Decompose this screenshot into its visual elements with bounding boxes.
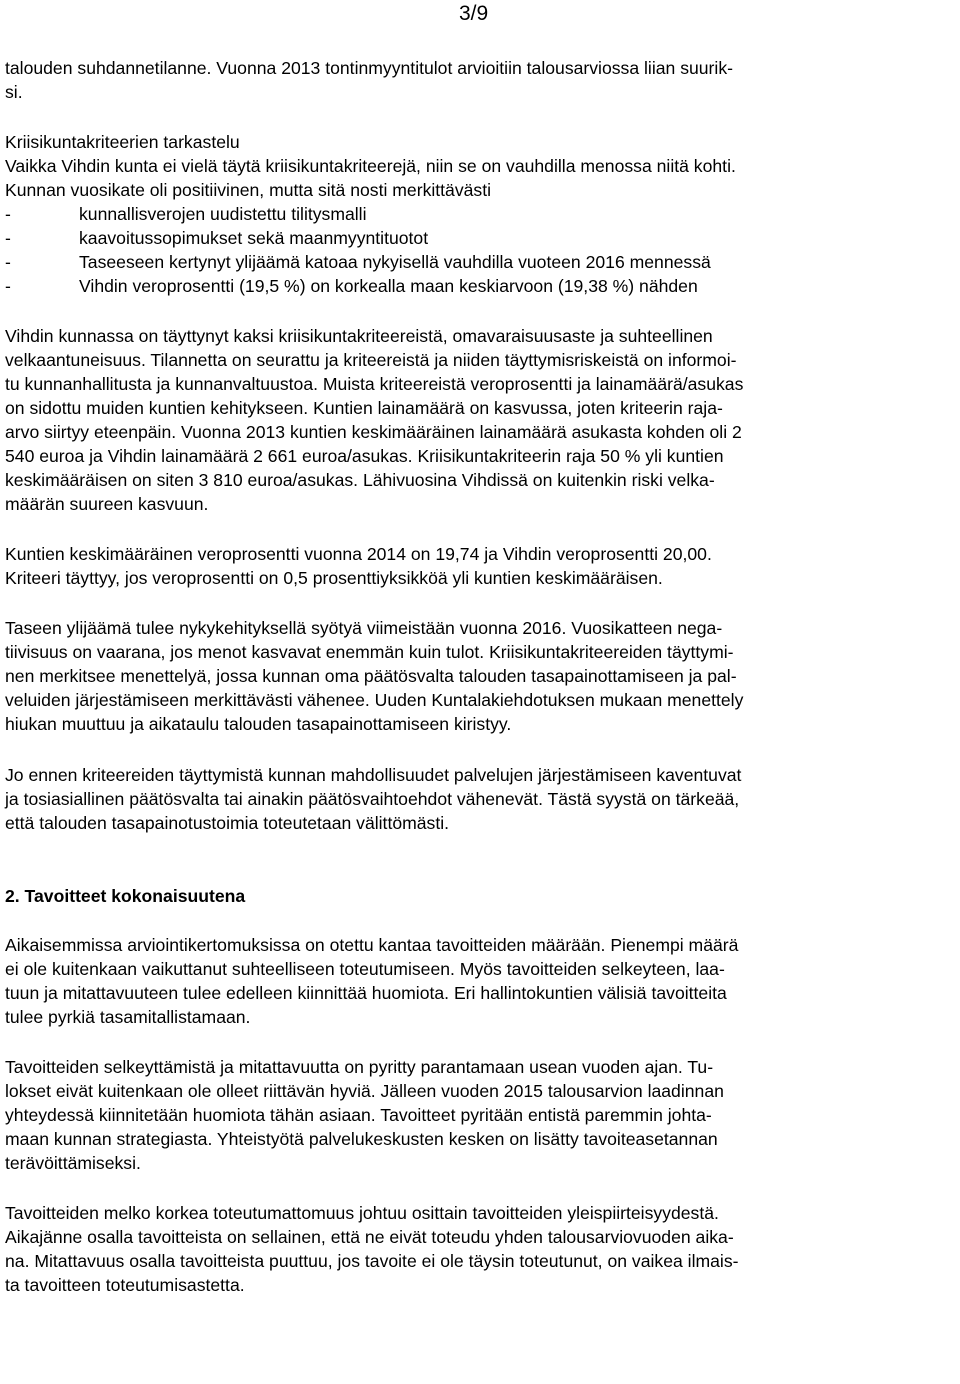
bullet-text: Vihdin veroprosentti (19,5 %) on korkealla maan keskiarvoon (19,38 %) nähden [79,276,698,296]
text-line: nen merkitsee menettelyä, jossa kunnan oma päätösvalta talouden tasapainottamiseen ja pal- [5,666,737,686]
bullet-marker: - [5,204,11,224]
text-line: keskimääräisen on siten 3 810 euroa/asukas. Lähivuosina Vihdissä on kuitenkin riski velka- [5,470,715,490]
bullet-item [5,274,698,298]
section-title: Kriisikuntakriteerien tarkastelu [5,132,240,152]
text-line: Kriteeri täyttyy, jos veroprosentti on 0,5 prosenttiyksikköä yli kuntien keskimääräisen. [5,568,663,588]
bullet-text: kunnallisverojen uudistettu tilitysmalli [79,204,367,224]
text-line: ei ole kuitenkaan vaikuttanut suhteelliseen toteutumiseen. Myös tavoitteiden selkeyteen, laa- [5,959,725,979]
bullet-text: kaavoitussopimukset sekä maanmyyntituotot [79,228,429,248]
text-line: Tavoitteiden selkeyttämistä ja mitattavuutta on pyritty parantamaan usean vuoden ajan. Tu- [5,1057,714,1077]
text-line: Taseen ylijäämä tulee nykykehityksellä syötyä viimeistään vuonna 2016. Vuosikatteen nega- [5,618,723,638]
section-heading: 2. Tavoitteet kokonaisuutena [5,886,246,906]
text-line: tu kunnanhallitusta ja kunnanvaltuustoa. Muista kriteereistä veroprosentti ja lainamäärä/asukas [5,374,744,394]
text-line: lokset eivät kuitenkaan ole olleet riittävän hyviä. Jälleen vuoden 2015 talousarvion laadinnan [5,1081,724,1101]
text-line: tulee pyrkiä tasamitallistamaan. [5,1007,251,1027]
text-line: yhteydessä kiinnitetään huomiota tähän asiaan. Tavoitteet pyritään entistä paremmin johta- [5,1105,712,1125]
text-line: Vihdin kunnassa on täyttynyt kaksi kriisikuntakriteereistä, omavaraisuusaste ja suhteellinen [5,326,713,346]
text-line: 540 euroa ja Vihdin lainamäärä 2 661 euroa/asukas. Kriisikuntakriteerin raja 50 % yli kuntien [5,446,724,466]
text-line: että talouden tasapainotustoimia toteutetaan välittömästi. [5,813,450,833]
text-line: Jo ennen kriteereiden täyttymistä kunnan mahdollisuudet palvelujen järjestämiseen kaventuvat [5,765,742,785]
text-line: hiukan muuttuu ja aikataulu talouden tasapainottamiseen kiristyy. [5,714,512,734]
bullet-marker: - [5,276,11,296]
bullet-marker: - [5,228,11,248]
text-line: Aikajänne osalla tavoitteista on sellainen, että ne eivät toteudu yhden talousarviovuoden aika- [5,1227,734,1247]
bullet-item [5,202,367,226]
text-line: Vaikka Vihdin kunta ei vielä täytä kriisikuntakriteerejä, niin se on vauhdilla menossa niitä kohti. [5,156,736,176]
text-line: määrän suureen kasvuun. [5,494,209,514]
text-line: Kuntien keskimääräinen veroprosentti vuonna 2014 on 19,74 ja Vihdin veroprosentti 20,00. [5,544,712,564]
text-line: talouden suhdannetilanne. Vuonna 2013 tontinmyyntitulot arvioitiin talousarviossa liian suurik- [5,58,733,78]
text-line: ja tosiasiallinen päätösvalta tai ainakin päätösvaihtoehdot vähenevät. Tästä syystä on tärkeää, [5,789,740,809]
page-number: 3/9 [459,2,489,25]
text-line: si. [5,82,23,102]
text-line: velkaantuneisuus. Tilannetta on seurattu ja kriteereistä ja niiden täyttymisriskeistä on informoi- [5,350,737,370]
text-line: Aikaisemmissa arviointikertomuksissa on otettu kantaa tavoitteiden määrään. Pienempi määrä [5,935,739,955]
text-line: Kunnan vuosikate oli positiivinen, mutta sitä nosti merkittävästi [5,180,492,200]
text-line: terävöittämiseksi. [5,1153,141,1173]
bullet-text: Taseeseen kertynyt ylijäämä katoaa nykyisellä vauhdilla vuoteen 2016 mennessä [79,252,711,272]
text-line: Tavoitteiden melko korkea toteutumattomuus johtuu osittain tavoitteiden yleispiirteisyydestä. [5,1203,719,1223]
text-line: tuun ja mitattavuuteen tulee edelleen kiinnittää huomiota. Eri hallintokuntien välisiä tavoitteita [5,983,727,1003]
text-line: veluiden järjestämiseen merkittävästi vähenee. Uuden Kuntalakiehdotuksen mukaan menettely [5,690,744,710]
bullet-item [5,226,428,250]
text-line: on sidottu muiden kuntien kehitykseen. Kuntien lainamäärä on kasvussa, joten kriteerin raja- [5,398,723,418]
text-line: tiivisuus on vaarana, jos menot kasvavat enemmän kuin tulot. Kriisikuntakriteereiden täyttymi- [5,642,734,662]
text-line: na. Mitattavuus osalla tavoitteista puuttuu, jos tavoite ei ole täysin toteutunut, on vaikea ilmais- [5,1251,739,1271]
text-line: ta tavoitteen toteutumisastetta. [5,1275,245,1295]
bullet-marker: - [5,252,11,272]
bullet-item [5,250,711,274]
text-line: arvo siirtyy eteenpäin. Vuonna 2013 kuntien keskimääräinen lainamäärä asukasta kohden oli 2 [5,422,742,442]
text-line: maan kunnan strategiasta. Yhteistyötä palvelukeskusten kesken on lisätty tavoiteasetannan [5,1129,718,1149]
